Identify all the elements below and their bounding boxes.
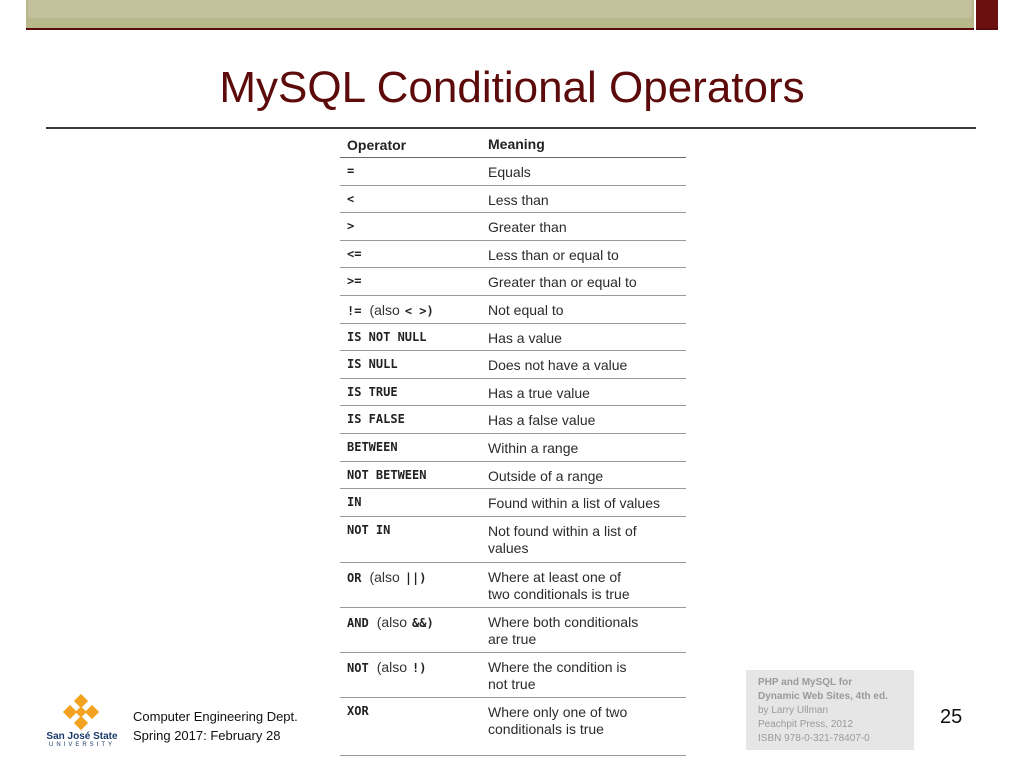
operator-cell bbox=[340, 302, 481, 323]
table-row bbox=[340, 158, 686, 186]
table-row bbox=[340, 462, 686, 490]
meaning-cell: Where the condition is not true bbox=[488, 658, 627, 692]
operator-cell bbox=[340, 385, 481, 406]
operator-cell bbox=[340, 569, 481, 607]
top-band-highlight bbox=[28, 0, 972, 18]
meaning-cell: Less than bbox=[488, 191, 549, 208]
top-corner-square bbox=[976, 0, 998, 30]
meaning-cell: Where at least one of two conditionals is true bbox=[488, 568, 630, 602]
operator-symbol: IS NULL bbox=[347, 357, 398, 372]
book-citation bbox=[746, 670, 914, 750]
table-row bbox=[340, 186, 686, 214]
operator-symbol: IS TRUE bbox=[347, 384, 398, 399]
meaning-cell: Has a true value bbox=[488, 384, 590, 401]
operator-cell bbox=[340, 495, 481, 516]
operator-symbol: >= bbox=[347, 274, 362, 289]
table-row bbox=[340, 653, 686, 698]
footer-info bbox=[133, 707, 298, 745]
meaning-cell: Does not have a value bbox=[488, 357, 628, 374]
operator-cell bbox=[340, 330, 481, 351]
operator-table bbox=[340, 132, 686, 756]
table-row bbox=[340, 517, 686, 563]
operator-cell bbox=[340, 164, 481, 185]
operator-cell bbox=[340, 523, 481, 562]
operator-symbol: XOR bbox=[347, 703, 369, 718]
operator-cell bbox=[340, 192, 481, 213]
operator-cell bbox=[340, 659, 481, 697]
meaning-cell: Where only one of two conditionals is true bbox=[488, 703, 628, 737]
meaning-cell: Has a false value bbox=[488, 412, 596, 429]
meaning-cell: Equals bbox=[488, 164, 531, 180]
table-header-row bbox=[340, 132, 686, 158]
table-row bbox=[340, 324, 686, 352]
meaning-cell: Less than or equal to bbox=[488, 246, 619, 263]
table-row bbox=[340, 563, 686, 608]
meaning-cell: Greater than or equal to bbox=[488, 274, 637, 291]
top-decorative-band bbox=[26, 0, 974, 30]
table-row bbox=[340, 241, 686, 269]
operator-symbol: IS NOT NULL bbox=[347, 329, 427, 344]
operator-cell bbox=[340, 614, 481, 652]
operator-symbol: = bbox=[347, 164, 355, 178]
table-row bbox=[340, 379, 686, 407]
meaning-cell: Outside of a range bbox=[488, 467, 604, 484]
meaning-cell: Where both conditionals are true bbox=[488, 613, 639, 647]
operator-symbol: IN bbox=[347, 495, 362, 510]
operator-cell bbox=[340, 704, 481, 755]
operator-symbol: AND bbox=[347, 615, 369, 630]
operator-cell bbox=[340, 468, 481, 489]
header-meaning: Meaning bbox=[488, 136, 545, 152]
table-row bbox=[340, 698, 686, 756]
operator-symbol: BETWEEN bbox=[347, 439, 398, 454]
footer-date: Spring 2017: February 28 bbox=[133, 728, 281, 743]
operator-cell bbox=[340, 440, 481, 461]
logo-wordmark: San José State bbox=[46, 731, 118, 742]
citation-line-4: Peachpit Press, 2012 bbox=[758, 719, 854, 730]
citation-line-5: ISBN 978-0-321-78407-0 bbox=[758, 733, 870, 744]
header-operator: Operator bbox=[347, 136, 407, 153]
table-row bbox=[340, 406, 686, 434]
title-divider bbox=[46, 127, 976, 129]
meaning-cell: Found within a list of values bbox=[488, 495, 660, 512]
meaning-cell: Has a value bbox=[488, 329, 562, 346]
operator-alias: < >) bbox=[404, 303, 434, 318]
operator-symbol: NOT bbox=[347, 660, 369, 675]
operator-symbol: OR bbox=[347, 570, 362, 585]
operator-cell bbox=[340, 357, 481, 378]
table-row bbox=[340, 268, 686, 296]
operator-cell bbox=[340, 412, 481, 433]
operator-cell bbox=[340, 219, 481, 240]
operator-alias: ||) bbox=[404, 570, 427, 585]
operator-cell bbox=[340, 274, 481, 295]
table-row bbox=[340, 351, 686, 379]
operator-alias-label: (also bbox=[376, 613, 408, 630]
citation-line-3: by Larry Ullman bbox=[758, 705, 829, 716]
operator-symbol: <= bbox=[347, 246, 362, 261]
operator-symbol: IS FALSE bbox=[347, 412, 405, 427]
table-row bbox=[340, 296, 686, 324]
operator-alias: !) bbox=[412, 660, 427, 675]
meaning-cell: Greater than bbox=[488, 219, 567, 236]
table-row bbox=[340, 213, 686, 241]
meaning-cell: Not found within a list of values bbox=[488, 522, 637, 556]
logo-subtitle: UNIVERSITY bbox=[48, 742, 115, 748]
operator-alias-label: (also bbox=[369, 301, 400, 318]
operator-cell bbox=[340, 247, 481, 268]
citation-line-1: PHP and MySQL for bbox=[758, 677, 853, 688]
citation-line-2: Dynamic Web Sites, 4th ed. bbox=[758, 691, 888, 702]
meaning-cell: Not equal to bbox=[488, 301, 564, 318]
operator-alias-label: (also bbox=[369, 568, 400, 585]
operator-symbol: > bbox=[347, 219, 355, 234]
operator-alias: &&) bbox=[412, 615, 434, 630]
operator-symbol: NOT BETWEEN bbox=[347, 467, 427, 482]
meaning-cell: Within a range bbox=[488, 439, 579, 456]
table-row bbox=[340, 489, 686, 517]
page-number: 25 bbox=[940, 706, 963, 728]
table-body bbox=[340, 158, 686, 756]
operator-symbol: != bbox=[347, 303, 362, 318]
operator-alias-label: (also bbox=[376, 658, 408, 675]
operator-symbol: < bbox=[347, 191, 355, 206]
table-row bbox=[340, 434, 686, 462]
table-row bbox=[340, 608, 686, 653]
footer-dept: Computer Engineering Dept. bbox=[133, 709, 298, 724]
slide-title: MySQL Conditional Operators bbox=[219, 63, 805, 112]
operator-symbol: NOT IN bbox=[347, 522, 391, 537]
